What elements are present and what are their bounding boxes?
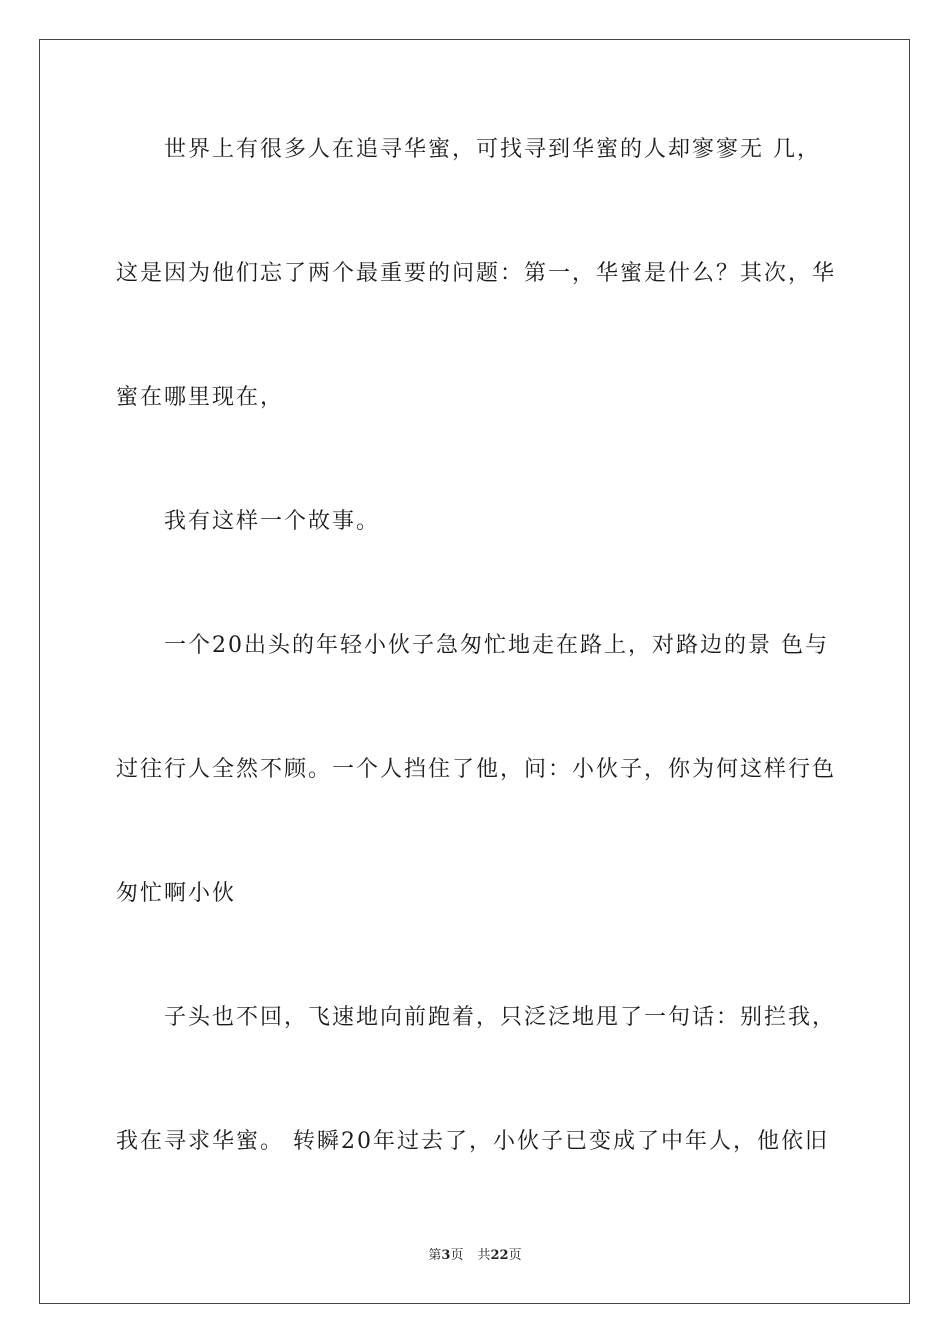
total-suffix: 页 <box>508 1248 522 1263</box>
page-prefix: 第 <box>428 1248 442 1263</box>
paragraph-line: 我有这样一个故事。 <box>164 509 381 534</box>
paragraph-line: 我在寻求华蜜。 转瞬20年过去了，小伙子已变成了中年人，他依旧 <box>116 1129 829 1154</box>
paragraph-line: 这是因为他们忘了两个最重要的问题：第一，华蜜是什么？其次，华 <box>116 261 837 286</box>
page-footer <box>0 1247 950 1265</box>
paragraph-line: 一个20出头的年轻小伙子急匆忙地走在路上，对路边的景 色与 <box>164 633 829 658</box>
page-suffix: 页 <box>450 1248 464 1263</box>
paragraph-line: 匆忙啊小伙 <box>116 881 237 906</box>
paragraph-line: 子头也不回，飞速地向前跑着，只泛泛地甩了一句话：别拦我， <box>164 1005 837 1030</box>
page-frame <box>39 39 910 1304</box>
total-pages: 22 <box>490 1248 509 1263</box>
paragraph-line: 世界上有很多人在追寻华蜜，可找寻到华蜜的人却寥寥无 几， <box>164 137 821 162</box>
paragraph-line: 过往行人全然不顾。一个人挡住了他，问：小伙子，你为何这样行色 <box>116 757 837 782</box>
page-number: 3 <box>441 1248 451 1263</box>
paragraph-line: 蜜在哪里现在， <box>116 385 285 410</box>
total-prefix: 共 <box>477 1248 491 1263</box>
